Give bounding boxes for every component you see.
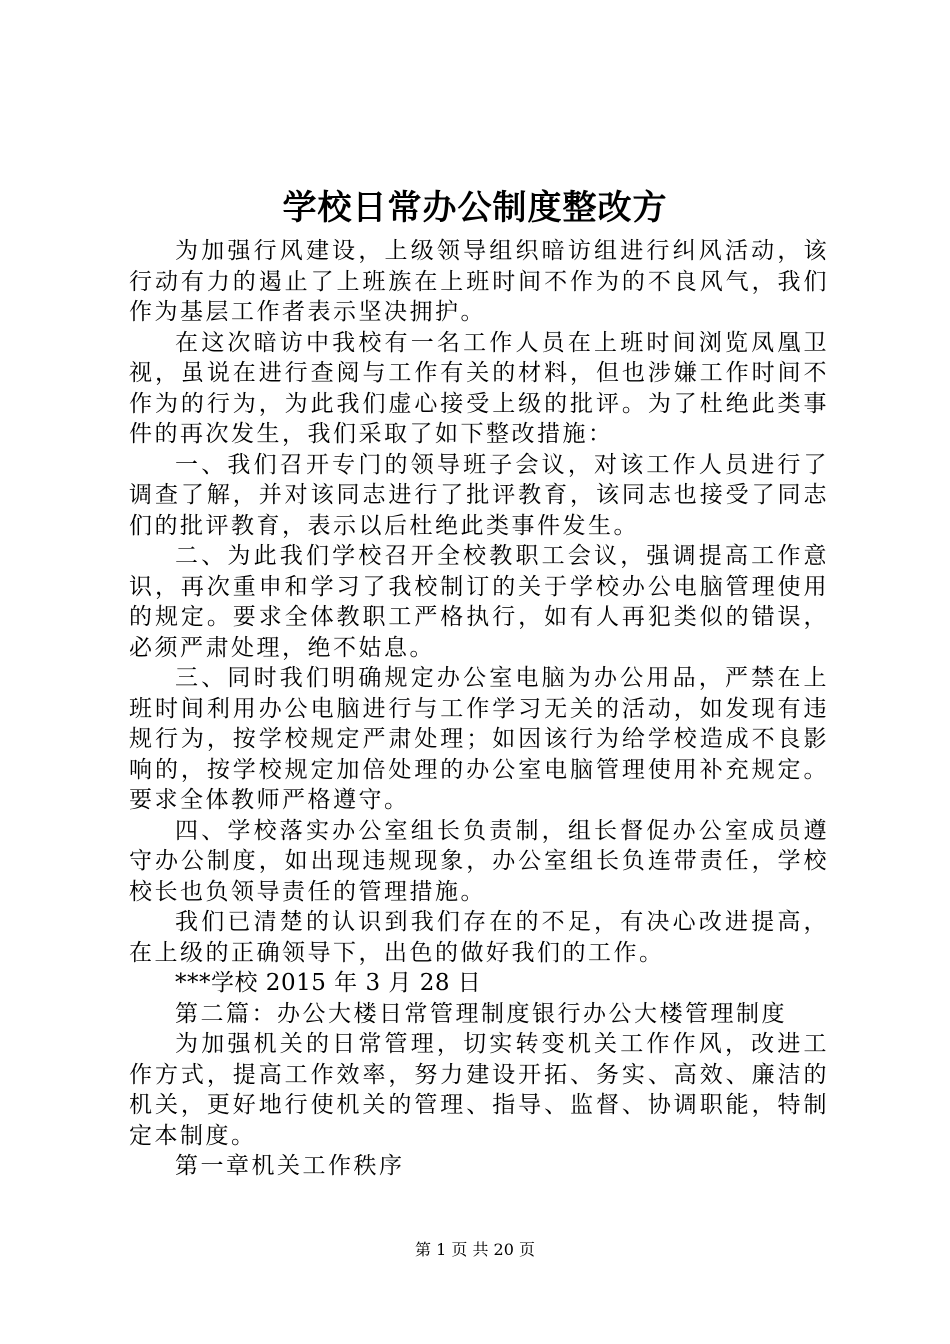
page-footer: 第 1 页 共 20 页 <box>415 1240 535 1259</box>
chapter-heading: 第一章机关工作秩序 <box>175 1153 405 1179</box>
document-title: 学校日常办公制度整改方 <box>282 188 668 228</box>
paragraph: 我们已清楚的认识到我们存在的不足，有决心改进提高，在上级的正确领导下，出色的做好我们的工作。 <box>129 909 829 966</box>
document-body <box>129 236 829 1182</box>
second-article-heading: 第二篇：办公大楼日常管理制度银行办公大楼管理制度 <box>175 1000 787 1027</box>
paragraph: 一、我们召开专门的领导班子会议，对该工作人员进行了调查了解，并对该同志进行了批评教育，该同志也接受了同志们的批评教育，表示以后杜绝此类事件发生。 <box>129 451 829 539</box>
signature-line: ***学校 2015 年 3 月 28 日 <box>175 970 482 996</box>
paragraph: 为加强行风建设，上级领导组织暗访组进行纠风活动，该行动有力的遏止了上班族在上班时间不作为的不良风气，我们作为基层工作者表示坚决拥护。 <box>129 238 829 325</box>
paragraph: 为加强机关的日常管理，切实转变机关工作作风，改进工作方式，提高工作效率，努力建设开拓、务实、高效、廉洁的机关，更好地行使机关的管理、指导、监督、协调职能，特制定本制度。 <box>129 1031 829 1149</box>
paragraph: 二、为此我们学校召开全校教职工会议，强调提高工作意识，再次重申和学习了我校制订的关于学校办公电脑管理使用的规定。要求全体教职工严格执行，如有人再犯类似的错误，必须严肃处理，绝不姑息。 <box>129 543 829 661</box>
paragraph: 四、学校落实办公室组长负责制，组长督促办公室成员遵守办公制度，如出现违规现象，办公室组长负连带责任，学校校长也负领导责任的管理措施。 <box>129 817 829 905</box>
paragraph: 在这次暗访中我校有一名工作人员在上班时间浏览凤凰卫视，虽说在进行查阅与工作有关的材料，但也涉嫌工作时间不作为的行为，为此我们虚心接受上级的批评。为了杜绝此类事件的再次发生，我们采取了如下整改措施： <box>129 329 829 447</box>
paragraph: 三、同时我们明确规定办公室电脑为办公用品，严禁在上班时间利用办公电脑进行与工作学习无关的活动，如发现有违规行为，按学校规定严肃处理；如因该行为给学校造成不良影响的，按学校规定加倍处理的办公室电脑管理使用补充规定。要求全体教师严格遵守。 <box>129 665 829 813</box>
